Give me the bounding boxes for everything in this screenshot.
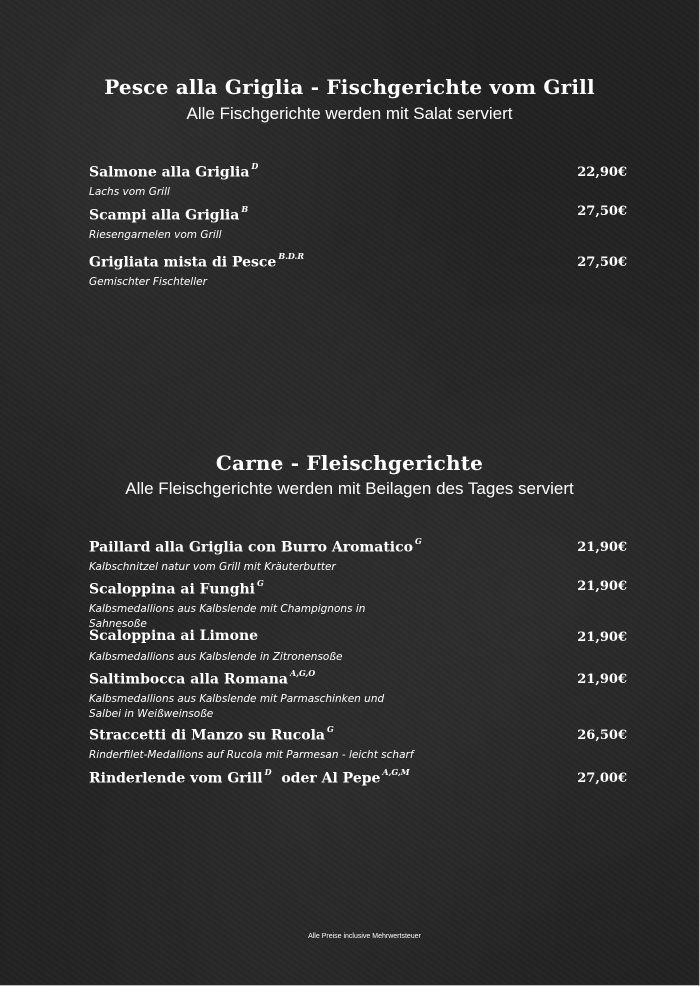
- allergen-codes: G: [327, 724, 334, 734]
- menu-item-price: 22,90€: [577, 165, 627, 180]
- menu-item-description: Gemischter Fischteller: [89, 276, 207, 288]
- menu-item-description: Lachs vom Grill: [89, 186, 170, 198]
- menu-item-price: 21,90€: [577, 630, 627, 645]
- menu-item-description: Rinderfilet-Medallions auf Rucola mit Parmesan - leicht scharf: [89, 749, 414, 761]
- menu-item-price: 27,00€: [577, 771, 627, 786]
- allergen-codes: G: [414, 536, 422, 546]
- menu-item-name: Saltimbocca alla Romana $^{A,G,O}$: [89, 668, 316, 688]
- menu-item-name: Scaloppina ai Funghi $^G$: [89, 578, 264, 598]
- menu-item-name: Scampi alla Griglia $^B$: [89, 204, 249, 224]
- allergen-codes: D: [264, 767, 272, 777]
- menu-item-price: 21,90€: [577, 672, 627, 687]
- menu-item-description: Kalbsmedallions aus Kalbslende in Zitronensoße: [89, 651, 343, 663]
- menu-item-name: Paillard alla Griglia con Burro Aromatico $^G$: [89, 536, 422, 556]
- fish-section-subtitle: Alle Fischgerichte werden mit Salat serviert: [186, 104, 513, 123]
- menu-item-description: Riesengarnelen vom Grill: [89, 229, 222, 241]
- allergen-codes: G: [256, 578, 264, 588]
- menu-item-name: Rinderlende vom Grill $^D$ oder Al Pepe $^{A,G,M}$: [89, 767, 410, 787]
- fish-section-title: Pesce alla Griglia - Fischgerichte vom Grill: [104, 75, 595, 99]
- menu-item-description: Kalbschnitzel natur vom Grill mit Kräuterbutter: [89, 561, 336, 573]
- menu-item-price: 21,90€: [577, 540, 627, 555]
- menu-item-name: Grigliata mista di Pesce $^{B.D.R}$: [89, 251, 304, 271]
- menu-item-price: 26,50€: [577, 728, 627, 743]
- menu-item-description: Kalbsmedallions aus Kalbslende mit Parmaschinken und Salbei in Weißweinsoße: [89, 693, 385, 720]
- menu-item-price: 21,90€: [577, 579, 627, 594]
- menu-item-price: 27,50€: [577, 255, 627, 270]
- menu-item-name: Straccetti di Manzo su Rucola $^G$: [89, 724, 334, 744]
- allergen-codes: B: [241, 204, 249, 214]
- footer-note: Alle Preise inclusive Mehrwertsteuer: [308, 933, 421, 940]
- allergen-codes: A,G,M: [382, 767, 410, 777]
- allergen-codes: A,G,O: [289, 668, 316, 678]
- menu-item-name: Scaloppina ai Limone: [89, 628, 259, 644]
- allergen-codes: B.D.R: [278, 251, 304, 261]
- meat-section-title: Carne - Fleischgerichte: [215, 451, 484, 475]
- meat-section-subtitle: Alle Fleischgerichte werden mit Beilagen des Tages serviert: [125, 479, 574, 498]
- menu-item-price: 27,50€: [577, 204, 627, 219]
- menu-item-name: Salmone alla Griglia $^D$: [89, 161, 259, 181]
- allergen-codes: D: [251, 161, 259, 171]
- menu-item-description: Kalbsmedallions aus Kalbslende mit Champignons in Sahnesoße: [89, 603, 366, 630]
